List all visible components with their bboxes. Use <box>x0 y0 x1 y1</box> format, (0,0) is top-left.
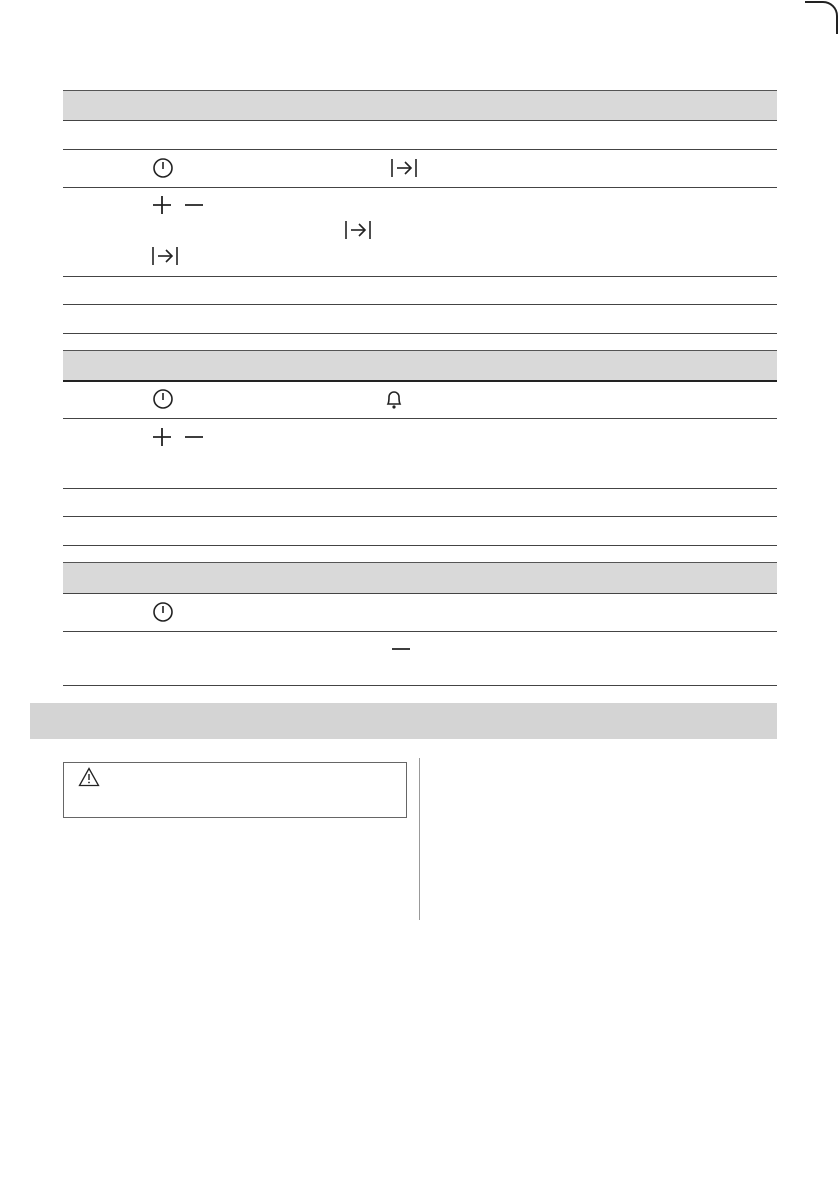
plus-icon <box>151 426 173 448</box>
table-divider <box>63 516 777 517</box>
clock-icon <box>152 601 174 623</box>
table-divider <box>63 120 777 121</box>
plus-icon <box>151 194 173 216</box>
end-time-icon <box>390 157 418 179</box>
warning-box <box>63 762 407 818</box>
clock-icon <box>152 388 174 410</box>
end-time-icon <box>344 219 372 241</box>
table-divider <box>63 631 777 632</box>
table-divider <box>63 187 777 188</box>
table-3-header <box>63 562 777 594</box>
table-divider <box>63 276 777 277</box>
table-divider <box>63 418 777 419</box>
minus-icon <box>183 426 205 448</box>
table-divider <box>63 488 777 489</box>
clock-icon <box>152 157 174 179</box>
section-heading-bar <box>30 703 777 739</box>
table-2-header <box>63 350 777 381</box>
minus-icon <box>183 194 205 216</box>
table-divider <box>63 333 777 334</box>
table-1-header <box>63 90 777 121</box>
table-divider <box>63 380 777 382</box>
column-divider <box>419 758 420 920</box>
page-corner-mark <box>803 0 839 36</box>
table-divider <box>63 593 777 594</box>
warning-icon <box>78 767 100 787</box>
table-divider <box>63 304 777 305</box>
table-divider <box>63 685 777 686</box>
table-divider <box>63 545 777 546</box>
table-divider <box>63 149 777 150</box>
bell-icon <box>383 388 405 410</box>
end-time-icon <box>151 245 179 267</box>
minus-icon <box>390 638 412 660</box>
